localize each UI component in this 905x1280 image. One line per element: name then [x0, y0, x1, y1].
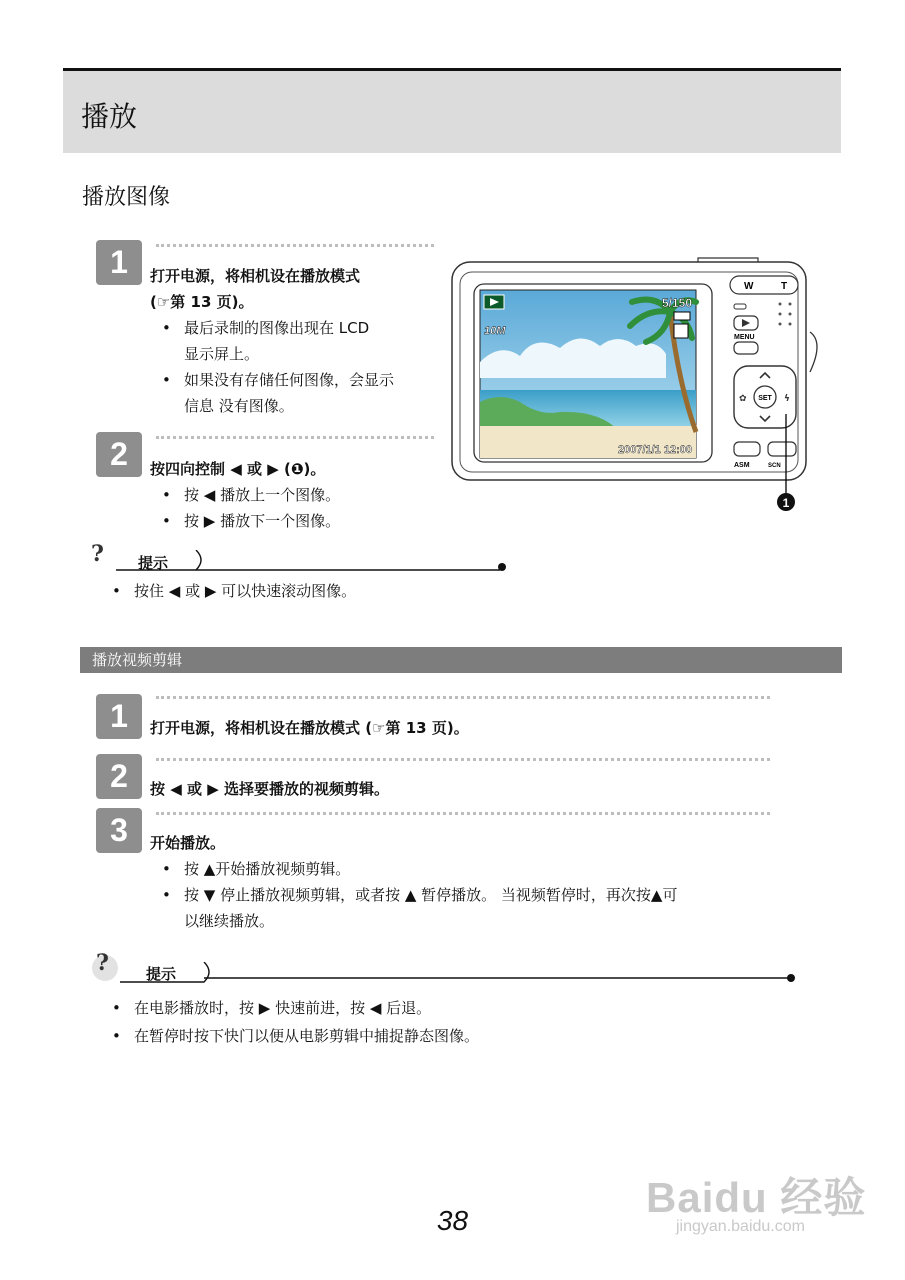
- list-item: • 按 ◀ 播放上一个图像。: [150, 482, 340, 508]
- zoom-tele-label: T: [781, 281, 788, 292]
- asm-button[interactable]: [734, 442, 760, 456]
- step-number-1: 1: [96, 240, 142, 285]
- step-1-text: 打开电源，将相机设在播放模式 (☞第 13 页)。: [150, 719, 469, 737]
- protect-icon: [674, 324, 688, 338]
- zoom-wide-label: W: [744, 281, 754, 292]
- tip-item: • 在暂停时按下快门以便从电影剪辑中捕捉静态图像。: [100, 1023, 479, 1049]
- section-bar: 播放视频剪辑: [80, 647, 842, 673]
- page-title: 播放: [81, 100, 138, 133]
- camera-illustration: [448, 252, 820, 514]
- step-number-1: 1: [96, 694, 142, 739]
- tip-list: [100, 995, 479, 1049]
- battery-icon: [674, 312, 690, 320]
- tip-rule: [120, 962, 798, 986]
- dotted-divider: [156, 244, 434, 247]
- scn-label: SCN: [768, 463, 781, 469]
- section-heading: 播放图像: [82, 185, 171, 210]
- page-reference: (☞第 13 页)。: [150, 293, 254, 311]
- zoom-button[interactable]: [730, 276, 798, 294]
- list-item: • 最后录制的图像出现在 LCD: [150, 315, 394, 341]
- status-led: [734, 304, 746, 309]
- list-item: • 按 ▲开始播放视频剪辑。: [150, 856, 677, 882]
- camera-back-drawing: [448, 252, 820, 514]
- step-number-2: 2: [96, 754, 142, 799]
- step-2-text: 按 ◀ 或 ▶ 选择要播放的视频剪辑。: [150, 780, 389, 798]
- callout-number: 1: [782, 496, 790, 510]
- page-number: 38: [436, 1205, 469, 1236]
- step-number-3: 3: [96, 808, 142, 853]
- menu-button[interactable]: [734, 342, 758, 354]
- image-counter: 5/150: [661, 296, 692, 310]
- question-icon: ?: [96, 950, 109, 976]
- dotted-divider: [156, 696, 770, 699]
- step-number-2: 2: [96, 432, 142, 477]
- set-label: SET: [758, 395, 772, 402]
- menu-label: MENU: [734, 334, 755, 341]
- watermark-url: jingyan.baidu.com: [676, 1218, 805, 1235]
- step-3-content: [150, 830, 677, 934]
- list-item-continuation: 以继续播放。: [184, 912, 275, 930]
- macro-icon: ✿: [739, 394, 747, 404]
- flash-icon: ϟ: [784, 394, 790, 404]
- list-item-continuation: 信息 没有图像。: [184, 397, 294, 415]
- list-item-continuation: 显示屏上。: [184, 345, 260, 363]
- list-item: • 如果没有存储任何图像，会显示: [150, 367, 394, 393]
- tip-rule: [116, 550, 508, 574]
- tip-label: 提示: [138, 554, 169, 572]
- step-2-text: 按四向控制 ◀ 或 ▶ (❶)。: [150, 460, 326, 478]
- watermark-logo: Baidu 经验: [646, 1174, 867, 1221]
- date-time-stamp: 2007/1/1 12:00: [617, 444, 692, 456]
- title-bar: [63, 71, 841, 153]
- list-item: • 按 ▼ 停止播放视频剪辑，或者按 ▲ 暂停播放。 当视频暂停时，再次按▲可: [150, 882, 677, 908]
- scn-button[interactable]: [768, 442, 796, 456]
- dotted-divider: [156, 436, 434, 439]
- dotted-divider: [156, 812, 770, 815]
- image-size-badge: 10M: [484, 325, 506, 337]
- dotted-divider: [156, 758, 770, 761]
- tip-item: • 在电影播放时，按 ▶ 快速前进，按 ◀ 后退。: [100, 995, 479, 1021]
- asm-label: ASM: [734, 462, 750, 469]
- step-1-text: 打开电源，将相机设在播放模式: [150, 267, 361, 285]
- step-2-content: [150, 456, 340, 534]
- step-3-text: 开始播放。: [150, 834, 226, 852]
- tip-item: • 按住 ◀ 或 ▶ 可以快速滚动图像。: [100, 578, 905, 604]
- question-icon: ?: [91, 541, 104, 567]
- step-1-content: [150, 263, 394, 419]
- list-item: • 按 ▶ 播放下一个图像。: [150, 508, 340, 534]
- tip-label: 提示: [146, 965, 177, 983]
